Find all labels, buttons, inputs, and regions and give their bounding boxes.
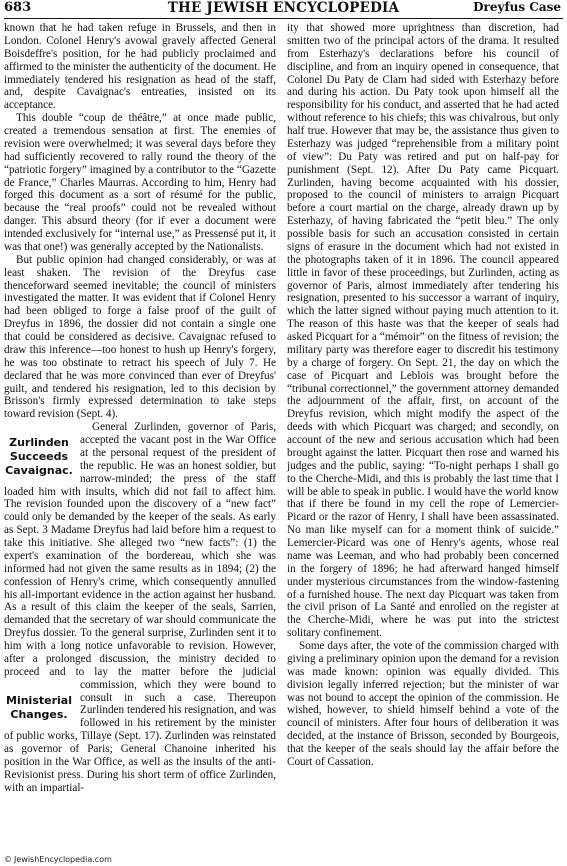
copyright-icon: © [4,855,12,864]
paragraph: Some days after, the vote of the commission charged with giving a preliminary opinion upon the demand for a revision was made known: opinion was equally divided. This division legally inferred rejection; but the minister of war was not bound to accept the opinion of the commission. He wished, however, to shield himself behind a vote of the council of ministers. After four hours of deliberation it was decided, at the instance of Brisson, seconded by Bourgeois, that the keeper of the seals should lay the affair before the Court of Cassation. [287,640,559,768]
right-column [287,22,559,860]
paragraph: ity that showed more uprightness than discretion, had smitten two of the principal actors of the drama. It resulted from Esterhazy's declarations before his council of discipline, and from an inquiry opened in consequence, that Colonel Du Paty de Clam had sided with Esterhazy before and during his action. Du Paty took upon himself all the responsibility for his conduct, and asserted that he had acted without reference to his chiefs; this was chivalrous, but only half true. However that may be, the assistance thus given to Esterhazy was judged “reprehensible from a military point of view”: Du Paty was retired and put on half-pay for punishment (Sept. 12). After Du Paty came Picquart. Zurlinden, having become acquainted with his dossier, proposed to the council of ministers to arraign Picquart before a court martial on the charge, already drawn up by Esterhazy, of having fabricated the “petit bleu.” The only possible basis for such an accusation consisted in certain signs of erasure in the document which had not existed in the photographs taken of it in 1896. The council appeared little in favor of these proceedings, but Zurlinden, acting as governor of Paris, almost immediately after tendering his resignation, presented to his successor a warrant of inquiry, which the latter signed without paying much attention to it. The reason of this haste was that the keeper of seals had asked Picquart for a “mémoir” on the fitness of revision; the military party was therefore eager to discredit his testimony by a charge of forgery. On Sept. 21, the day on which the case of Picquart and Leblois was brought before the “tribunal correctionnel,” the government attorney demanded the adjournment of the affair, first, on account of the Dreyfus revision, which might modify the aspect of the deeds with which Picquart was charged; and secondly, on account of the new and serious accusation which had been brought against the latter. Picquart then rose and warned his judges and the public, saying: “To-night perhaps I shall go to the Cherche-Midi, and this is probably the last time that I will be able to speak in public. I would have the world know that if there be found in my cell the rope of Lemercier-Picard or the razor of Henry, I shall have been assassinated. No man like myself can for a moment think of suicide.” Lemercier-Picard was one of Henry's agents, whose real name was Leeman, and who had probably been concerned in the forgery of 1896; he had afterward hanged himself under mysterious circumstances from the window-fastening of a furnished house. The next day Picquart was taken from the civil prison of La Santé and enrolled on the register at the Cherche-Midi, where he was put into the strictest solitary confinement. [287,22,559,640]
site-link[interactable]: JewishEncyclopedia.com [14,855,112,864]
sidenote-zurlinden: Zurlinden Succeeds Cavaignac. [5,436,73,478]
page-number: 683 [4,0,32,15]
paragraph: This double “coup de théâtre,” at once made public, created a tremendous sensation at first. The enemies of revision were overwhelmed; it was several days before they had sufficiently recovered to rally round the theory of the “patriotic forgery” imagined by a contributor to the “Gazette de France,” Charles Maurras. According to him, Henry had forged this document as a sort of résumé for the public, because the “real proofs” could not be revealed without danger. This absurd theory (for if ever a document were intended exclusively for “internal use,” as Pressensé put it, it was that one!) was generally accepted by the Nationalists. [4,112,276,253]
page-header [4,0,563,15]
sidenote-ministerial: Ministerial Changes. [6,693,72,721]
section-title: Dreyfus Case [473,0,561,14]
running-title: THE JEWISH ENCYCLOPEDIA [167,0,400,16]
footer [4,855,112,864]
paragraph: known that he had taken refuge in Brussels, and then in London. Colonel Henry's avowal gravely affected General Boisdeffre's position, for he had publicly proclaimed and affirmed to the minister the authenticity of the document. He immediately tendered his resignation as head of the staff, and, despite Cavaignac's entreaties, insisted on its acceptance. [4,22,276,112]
paragraph: But public opinion had changed considerably, or was at least shaken. The revision of the Dreyfus case thenceforward seemed inevitable; the council of ministers investigated the matter. It was evident that if Colonel Henry had been obliged to forge a false proof of the guilt of Dreyfus in 1896, the dossier did not contain a single one that could be considered as decisive. Cavaignac refused to draw this inference—too honest to hush up Henry's forgery, he was too obstinate to retract his speech of July 7. He declared that he was more convinced than ever of Dreyfus' guilt, and tendered his resignation, led to this decision by Brisson's firmly expressed determination to take steps toward revision (Sept. 4). [4,253,276,421]
left-column [4,22,276,860]
paragraph: General Zurlinden, governor of Paris, accepted the vacant post in the War Office at the personal request of the president of the republic. He was an honest soldier, but narrow-minded; the press of the staff loaded him with insults, which did not fail to affect him. The revision founded upon the discovery of a “new fact” could only be demanded by the keeper of the seals. As early as Sept. 3 Madame Dreyfus had laid before him a request to take this initiative. She alleged two “new facts”: (1) the expert's examination of the bordereau, which she was informed had not given the same results as in 1894; (2) the confession of Henry's crime, which consequently annulled his all-important evidence in the action against her husband. As a result of this claim the keeper of the seals, Sarrien, demanded that the secretary of war should communicate the Dreyfus dossier. To the general surprise, Zurlinden sent it to him with a long notice unfavorable to revision. However, after a prolonged discussion, the ministry decided to proceed and to lay the matter before the judicial commission, Ministerial Changes. which they were bound to consult in such a case. Thereupon Zurlinden tendered his resignation, and was followed in his retirement by the minister of public works, Tillaye (Sept. 17). Zurlinden was reinstated as governor of Paris; General Chanoine inherited his position in the War Office, as well as the insults of the anti-Revisionist press. During his short term of office Zurlinden, with an impartial- [4,421,276,794]
header-rule [4,18,563,19]
